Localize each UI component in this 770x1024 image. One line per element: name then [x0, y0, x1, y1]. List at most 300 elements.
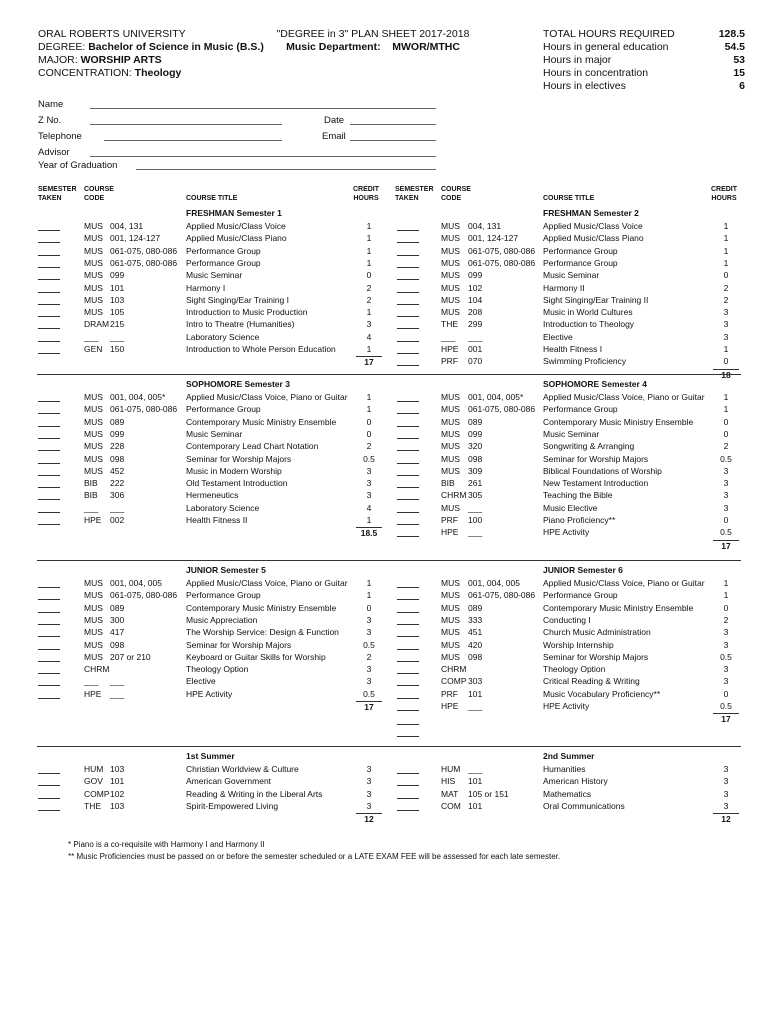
course-number: 001, 004, 005* [468, 392, 524, 402]
course-subject: THE [84, 800, 101, 811]
advisor-field[interactable] [90, 146, 436, 157]
credit-hours: 0.5 [720, 527, 732, 538]
course-title: Music Elective [543, 502, 598, 513]
col-sem-taken-right: SEMESTER TAKEN [395, 186, 434, 202]
course-title: Music Seminar [186, 428, 243, 439]
zno-label: Z No. [38, 115, 62, 126]
credit-hours: 2 [723, 294, 729, 305]
semester-taken-blank[interactable] [397, 490, 419, 500]
credit-hours: 3 [723, 764, 729, 774]
semester-taken-blank[interactable] [38, 652, 60, 662]
course-title: Spirit-Empowered Living [186, 800, 279, 811]
course-subject: MUS [84, 627, 103, 638]
section-title: JUNIOR Semester 6 [543, 565, 623, 575]
course-subject: MUS [441, 428, 460, 439]
semester-taken-blank[interactable] [397, 233, 419, 243]
credit-hours: 0.5 [363, 453, 375, 464]
hours-row [543, 41, 745, 54]
credit-hours: 3 [366, 800, 372, 811]
course-title: Music Seminar [543, 270, 600, 281]
course-title: Contemporary Music Ministry Ensemble [543, 416, 694, 427]
course-number: 452 [110, 465, 125, 476]
course-subject: DRAM [84, 319, 110, 330]
course-title: Christian Worldview & Culture [186, 764, 299, 774]
semester-taken-blank[interactable] [397, 515, 419, 525]
course-title: Seminar for Worship Majors [186, 453, 292, 464]
semester-taken-blank[interactable] [38, 319, 60, 329]
course-number: 451 [468, 627, 483, 638]
course-subject: ___ [84, 676, 99, 687]
course-title: Performance Group [186, 245, 261, 256]
course-title: New Testament Introduction [543, 478, 649, 489]
semester-taken-blank[interactable] [38, 332, 60, 342]
course-number: ___ [468, 527, 483, 538]
credit-hours: 3 [723, 490, 729, 501]
zno-field[interactable] [90, 114, 282, 125]
semester-taken-blank[interactable] [38, 417, 60, 427]
course-title: Introduction to Music Production [186, 307, 308, 318]
course-title: HPE Activity [543, 527, 590, 538]
course-title: Music in Modern Worship [186, 465, 282, 476]
semester-taken-blank[interactable] [38, 258, 60, 268]
course-title: Hermeneutics [186, 490, 239, 501]
semester-taken-blank[interactable] [397, 344, 419, 354]
course-title: Seminar for Worship Majors [186, 639, 292, 650]
course-title: Performance Group [543, 404, 618, 415]
semester-taken-blank[interactable] [397, 478, 419, 488]
course-title: Applied Music/Class Voice [543, 221, 643, 231]
semester-taken-blank[interactable] [38, 283, 60, 293]
hours-label: Hours in concentration [543, 67, 649, 79]
course-title: Seminar for Worship Majors [543, 453, 649, 464]
telephone-field[interactable] [104, 130, 282, 141]
credit-hours: 0.5 [720, 701, 732, 711]
credit-hours: 3 [723, 627, 729, 638]
semester-taken-blank[interactable] [38, 676, 60, 686]
semester-taken-blank[interactable] [397, 640, 419, 650]
hours-value: 6 [739, 80, 745, 92]
credit-hours: 3 [723, 465, 729, 476]
semester-taken-blank[interactable] [38, 478, 60, 488]
credit-hours: 0 [723, 688, 729, 699]
credit-hours: 3 [723, 788, 729, 799]
course-subject: MUS [441, 294, 460, 305]
course-subject: PRF [441, 688, 458, 699]
semester-taken-blank[interactable] [38, 640, 60, 650]
course-subject: MUS [441, 590, 460, 601]
course-subject: HUM [84, 764, 104, 774]
semester-taken-blank[interactable] [397, 258, 419, 268]
credit-hours: 2 [366, 294, 372, 305]
course-subject: MUS [84, 392, 103, 402]
course-subject: MUS [84, 282, 103, 293]
semester-taken-blank[interactable] [397, 603, 419, 613]
semester-taken-blank[interactable] [397, 590, 419, 600]
semester-taken-blank[interactable] [38, 454, 60, 464]
credit-hours: 1 [366, 404, 372, 415]
course-number: 261 [468, 478, 483, 489]
semester-taken-blank[interactable] [397, 417, 419, 427]
course-title: Contemporary Music Ministry Ensemble [186, 416, 337, 427]
course-subject: MUS [441, 639, 460, 650]
course-subject: ___ [84, 331, 99, 342]
course-number: 103 [110, 294, 125, 305]
hours-value: 54.5 [724, 41, 745, 53]
semester-taken-blank[interactable] [38, 789, 60, 799]
semester-taken-blank[interactable] [397, 441, 419, 451]
course-number: 215 [110, 319, 125, 330]
credit-hours: 0 [723, 428, 729, 439]
semester-taken-blank[interactable] [38, 246, 60, 256]
course-subject: MUS [84, 428, 103, 439]
semester-taken-blank[interactable] [38, 590, 60, 600]
course-number: 417 [110, 627, 125, 638]
course-number: 305 [468, 490, 483, 501]
course-number: 207 or 210 [110, 651, 151, 662]
semester-taken-blank[interactable] [397, 527, 419, 537]
course-title: Applied Music/Class Voice, Piano or Guitar [543, 392, 705, 402]
semester-taken-blank[interactable] [38, 441, 60, 451]
course-title: Harmony I [186, 282, 226, 293]
semester-taken-blank[interactable] [397, 776, 419, 786]
course-subject: MUS [84, 294, 103, 305]
course-number: 099 [110, 428, 125, 439]
course-number: 004, 131 [468, 221, 502, 231]
course-subject: MUS [84, 453, 103, 464]
semester-taken-blank[interactable] [397, 454, 419, 464]
semester-taken-blank[interactable] [38, 307, 60, 317]
course-subject: MUS [84, 307, 103, 318]
credit-hours: 1 [723, 392, 729, 402]
course-title: Sight Singing/Ear Training II [543, 294, 649, 305]
year-label: Year of Graduation [38, 160, 118, 171]
course-title: Critical Reading & Writing [543, 676, 640, 687]
course-title: Applied Music/Class Piano [543, 233, 644, 244]
semester-taken-blank[interactable] [397, 283, 419, 293]
credit-hours: 0.5 [720, 453, 732, 464]
semester-taken-blank[interactable] [38, 801, 60, 811]
credit-hours: 1 [366, 392, 372, 402]
course-subject: BIB [84, 490, 98, 501]
course-subject: MUS [441, 614, 460, 625]
date-label: Date [324, 115, 345, 126]
credit-hours: 4 [366, 331, 372, 342]
credit-hours: 3 [366, 614, 372, 625]
credit-hours: 3 [366, 664, 372, 675]
course-number: 001 [468, 344, 483, 354]
semester-taken-blank[interactable] [38, 578, 60, 588]
course-subject: HPE [441, 701, 459, 711]
course-title: Old Testament Introduction [186, 478, 288, 489]
credit-hours: 3 [723, 478, 729, 489]
course-number: 004, 131 [110, 221, 144, 231]
semester-taken-blank[interactable] [397, 270, 419, 280]
semester-taken-blank[interactable] [397, 578, 419, 588]
course-title: Conducting I [543, 614, 591, 625]
semester-taken-blank[interactable] [397, 246, 419, 256]
semester-taken-blank[interactable] [397, 429, 419, 439]
course-number: ___ [110, 331, 125, 342]
course-number: 228 [110, 441, 125, 452]
course-title: Contemporary Music Ministry Ensemble [186, 602, 337, 613]
course-title: Applied Music/Class Voice, Piano or Guitar [186, 578, 348, 588]
course-number: 309 [468, 465, 483, 476]
course-subject: COMP [84, 788, 110, 799]
semester-total: 18 [721, 369, 731, 380]
semester-taken-blank[interactable] [397, 652, 419, 662]
course-subject: MUS [441, 441, 460, 452]
course-number: 105 or 151 [468, 788, 509, 799]
semester-taken-blank[interactable] [397, 801, 419, 811]
header-left [38, 28, 264, 80]
course-subject: MUS [84, 614, 103, 625]
course-number: 101 [468, 800, 483, 811]
course-title: Music Vocabulary Proficiency** [543, 688, 661, 699]
course-subject: MUS [84, 233, 103, 244]
credit-hours: 2 [723, 614, 729, 625]
course-title: Applied Music/Class Piano [186, 233, 287, 244]
credit-hours: 1 [723, 578, 729, 588]
semester-taken-blank[interactable] [397, 221, 419, 231]
credit-hours: 3 [723, 319, 729, 330]
course-number: 098 [468, 651, 483, 662]
credit-hours: 2 [723, 282, 729, 293]
credit-hours: 3 [723, 800, 729, 811]
credit-hours: 4 [366, 502, 372, 513]
credit-hours: 1 [366, 221, 372, 231]
course-number: 098 [468, 453, 483, 464]
course-number: 222 [110, 478, 125, 489]
semester-taken-blank[interactable] [397, 789, 419, 799]
university-name: ORAL ROBERTS UNIVERSITY [38, 28, 186, 40]
course-subject: MUS [441, 245, 460, 256]
hours-value: 128.5 [718, 28, 745, 40]
course-number: 061-075, 080-086 [468, 404, 536, 415]
credit-hours: 0 [366, 428, 372, 439]
course-number: 099 [468, 270, 483, 281]
course-subject: GEN [84, 344, 103, 354]
section-title: SOPHOMORE Semester 4 [543, 379, 647, 389]
course-number: 101 [110, 776, 125, 787]
semester-taken-blank[interactable] [397, 319, 419, 329]
semester-taken-blank[interactable] [397, 295, 419, 305]
course-title: Performance Group [186, 257, 261, 268]
credit-hours: 1 [723, 245, 729, 256]
course-number: 001, 004, 005 [468, 578, 520, 588]
semester-taken-blank[interactable] [38, 466, 60, 476]
semester-taken-blank[interactable] [38, 615, 60, 625]
course-title: Theology Option [543, 664, 606, 675]
course-subject: CHRM [441, 490, 467, 501]
course-title: Piano Proficiency** [543, 515, 616, 525]
semester-taken-blank[interactable] [38, 270, 60, 280]
semester-taken-blank[interactable] [397, 727, 419, 737]
semester-taken-blank[interactable] [38, 689, 60, 699]
semester-total: 17 [721, 714, 731, 725]
semester-taken-blank[interactable] [38, 392, 60, 402]
course-title: HPE Activity [543, 701, 590, 711]
course-number: 306 [110, 490, 125, 501]
col-sem-taken-left: SEMESTER TAKEN [38, 186, 77, 202]
semester-taken-blank[interactable] [397, 676, 419, 686]
course-title: Performance Group [543, 245, 618, 256]
course-subject: BIB [441, 478, 455, 489]
course-title: Biblical Foundations of Worship [543, 465, 662, 476]
year-field[interactable] [136, 159, 436, 170]
course-number: 061-075, 080-086 [468, 257, 536, 268]
credit-hours: 0 [723, 356, 729, 367]
course-number: 061-075, 080-086 [110, 245, 178, 256]
course-number: 099 [110, 270, 125, 281]
col-course-title-right: COURSE TITLE [543, 195, 595, 202]
course-number: 089 [468, 416, 483, 427]
semester-taken-blank[interactable] [397, 701, 419, 711]
course-number: 001, 124-127 [468, 233, 519, 244]
semester-taken-blank[interactable] [38, 221, 60, 231]
name-field[interactable] [90, 98, 436, 109]
col-course-code-right: COURSE CODE [441, 186, 471, 202]
course-title: American Government [186, 776, 272, 787]
semester-taken-blank[interactable] [397, 466, 419, 476]
semester-taken-blank[interactable] [38, 490, 60, 500]
course-number: 089 [110, 602, 125, 613]
course-subject: MUS [84, 651, 103, 662]
semester-taken-blank[interactable] [397, 627, 419, 637]
semester-taken-blank[interactable] [397, 356, 419, 366]
credit-hours: 3 [366, 676, 372, 687]
section-title: JUNIOR Semester 5 [186, 565, 266, 575]
semester-taken-blank[interactable] [38, 776, 60, 786]
course-subject: COMP [441, 676, 467, 687]
concentration-line: CONCENTRATION: Theology [38, 67, 182, 79]
semester-taken-blank[interactable] [38, 233, 60, 243]
hours-label: TOTAL HOURS REQUIRED [543, 28, 675, 40]
semester-taken-blank[interactable] [38, 295, 60, 305]
hours-label: Hours in electives [543, 80, 626, 92]
col-credit-hours-left: CREDIT HOURS [352, 186, 380, 202]
course-title: Applied Music/Class Voice, Piano or Guitar [543, 578, 705, 588]
course-title: Sight Singing/Ear Training I [186, 294, 290, 305]
semester-taken-blank[interactable] [38, 515, 60, 525]
credit-hours: 0 [366, 416, 372, 427]
credit-hours: 3 [366, 764, 372, 774]
semester-taken-blank[interactable] [397, 503, 419, 513]
course-number: 208 [468, 307, 483, 318]
course-subject: MUS [441, 453, 460, 464]
semester-taken-blank[interactable] [38, 764, 60, 774]
semester-total: 17 [364, 702, 374, 712]
course-subject: MUS [84, 245, 103, 256]
semester-taken-blank[interactable] [397, 307, 419, 317]
semester-taken-blank[interactable] [397, 689, 419, 699]
semester-taken-blank[interactable] [38, 344, 60, 354]
course-subject: MUS [84, 590, 103, 601]
semester-taken-blank[interactable] [38, 429, 60, 439]
course-title: Health Fitness I [543, 344, 603, 354]
semester-taken-blank[interactable] [397, 615, 419, 625]
col-course-code-left: COURSE CODE [84, 186, 114, 202]
credit-hours: 3 [366, 465, 372, 476]
credit-hours: 3 [723, 776, 729, 787]
course-title: Seminar for Worship Majors [543, 651, 649, 662]
credit-hours: 1 [723, 404, 729, 415]
department-line: Music Department: MWOR/MTHC [286, 41, 460, 53]
credit-hours: 0 [723, 416, 729, 427]
plan-title: "DEGREE in 3" PLAN SHEET 2017-2018 [276, 28, 470, 40]
credit-hours: 1 [366, 257, 372, 268]
course-subject: MUS [84, 404, 103, 415]
course-subject: MAT [441, 788, 459, 799]
semester-taken-blank[interactable] [397, 664, 419, 674]
course-title: Church Music Administration [543, 627, 651, 638]
course-subject: THE [441, 319, 458, 330]
email-field[interactable] [350, 130, 436, 141]
semester-taken-blank[interactable] [38, 664, 60, 674]
credit-hours: 0 [723, 515, 729, 525]
course-number: 061-075, 080-086 [468, 245, 536, 256]
semester-taken-blank[interactable] [397, 392, 419, 402]
hours-value: 53 [733, 54, 745, 66]
course-title: Performance Group [543, 257, 618, 268]
course-title: Intro to Theatre (Humanities) [186, 319, 295, 330]
course-subject: PRF [441, 515, 458, 525]
course-subject: MUS [441, 282, 460, 293]
course-title: Elective [543, 331, 573, 342]
course-number: ___ [468, 331, 483, 342]
course-number: 420 [468, 639, 483, 650]
credit-hours: 1 [366, 307, 372, 318]
course-title: Laboratory Science [186, 502, 260, 513]
hours-label: Hours in major [543, 54, 612, 66]
course-number: 099 [468, 428, 483, 439]
col-course-title-left: COURSE TITLE [186, 195, 238, 202]
course-subject: MUS [441, 233, 460, 244]
semester-taken-blank[interactable] [397, 332, 419, 342]
semester-taken-blank[interactable] [397, 404, 419, 414]
credit-hours: 1 [366, 245, 372, 256]
semester-taken-blank[interactable] [38, 627, 60, 637]
credit-hours: 2 [366, 441, 372, 452]
course-title: Music Appreciation [186, 614, 258, 625]
semester-taken-blank[interactable] [38, 603, 60, 613]
course-number: 061-075, 080-086 [110, 404, 178, 415]
course-title: Music Seminar [543, 428, 600, 439]
course-title: Introduction to Theology [543, 319, 635, 330]
semester-taken-blank[interactable] [38, 503, 60, 513]
credit-hours: 3 [723, 331, 729, 342]
credit-hours: 2 [366, 651, 372, 662]
course-title: Health Fitness II [186, 515, 248, 525]
course-number: ___ [468, 701, 483, 711]
telephone-label: Telephone [38, 131, 82, 142]
course-number: 098 [110, 453, 125, 464]
credit-hours: 3 [723, 664, 729, 675]
course-title: Laboratory Science [186, 331, 260, 342]
course-title: Mathematics [543, 788, 592, 799]
email-label: Email [322, 131, 346, 142]
semester-taken-blank[interactable] [397, 764, 419, 774]
date-field[interactable] [350, 114, 436, 125]
section-title: FRESHMAN Semester 2 [543, 208, 639, 218]
course-title: Worship Internship [543, 639, 614, 650]
course-subject: MUS [441, 602, 460, 613]
col-credit-hours-right: CREDIT HOURS [710, 186, 738, 202]
semester-taken-blank[interactable] [397, 715, 419, 725]
course-title: Applied Music/Class Voice, Piano or Guitar [186, 392, 348, 402]
course-title: Performance Group [186, 404, 261, 415]
semester-taken-blank[interactable] [38, 404, 60, 414]
course-title: Songwriting & Arranging [543, 441, 635, 452]
